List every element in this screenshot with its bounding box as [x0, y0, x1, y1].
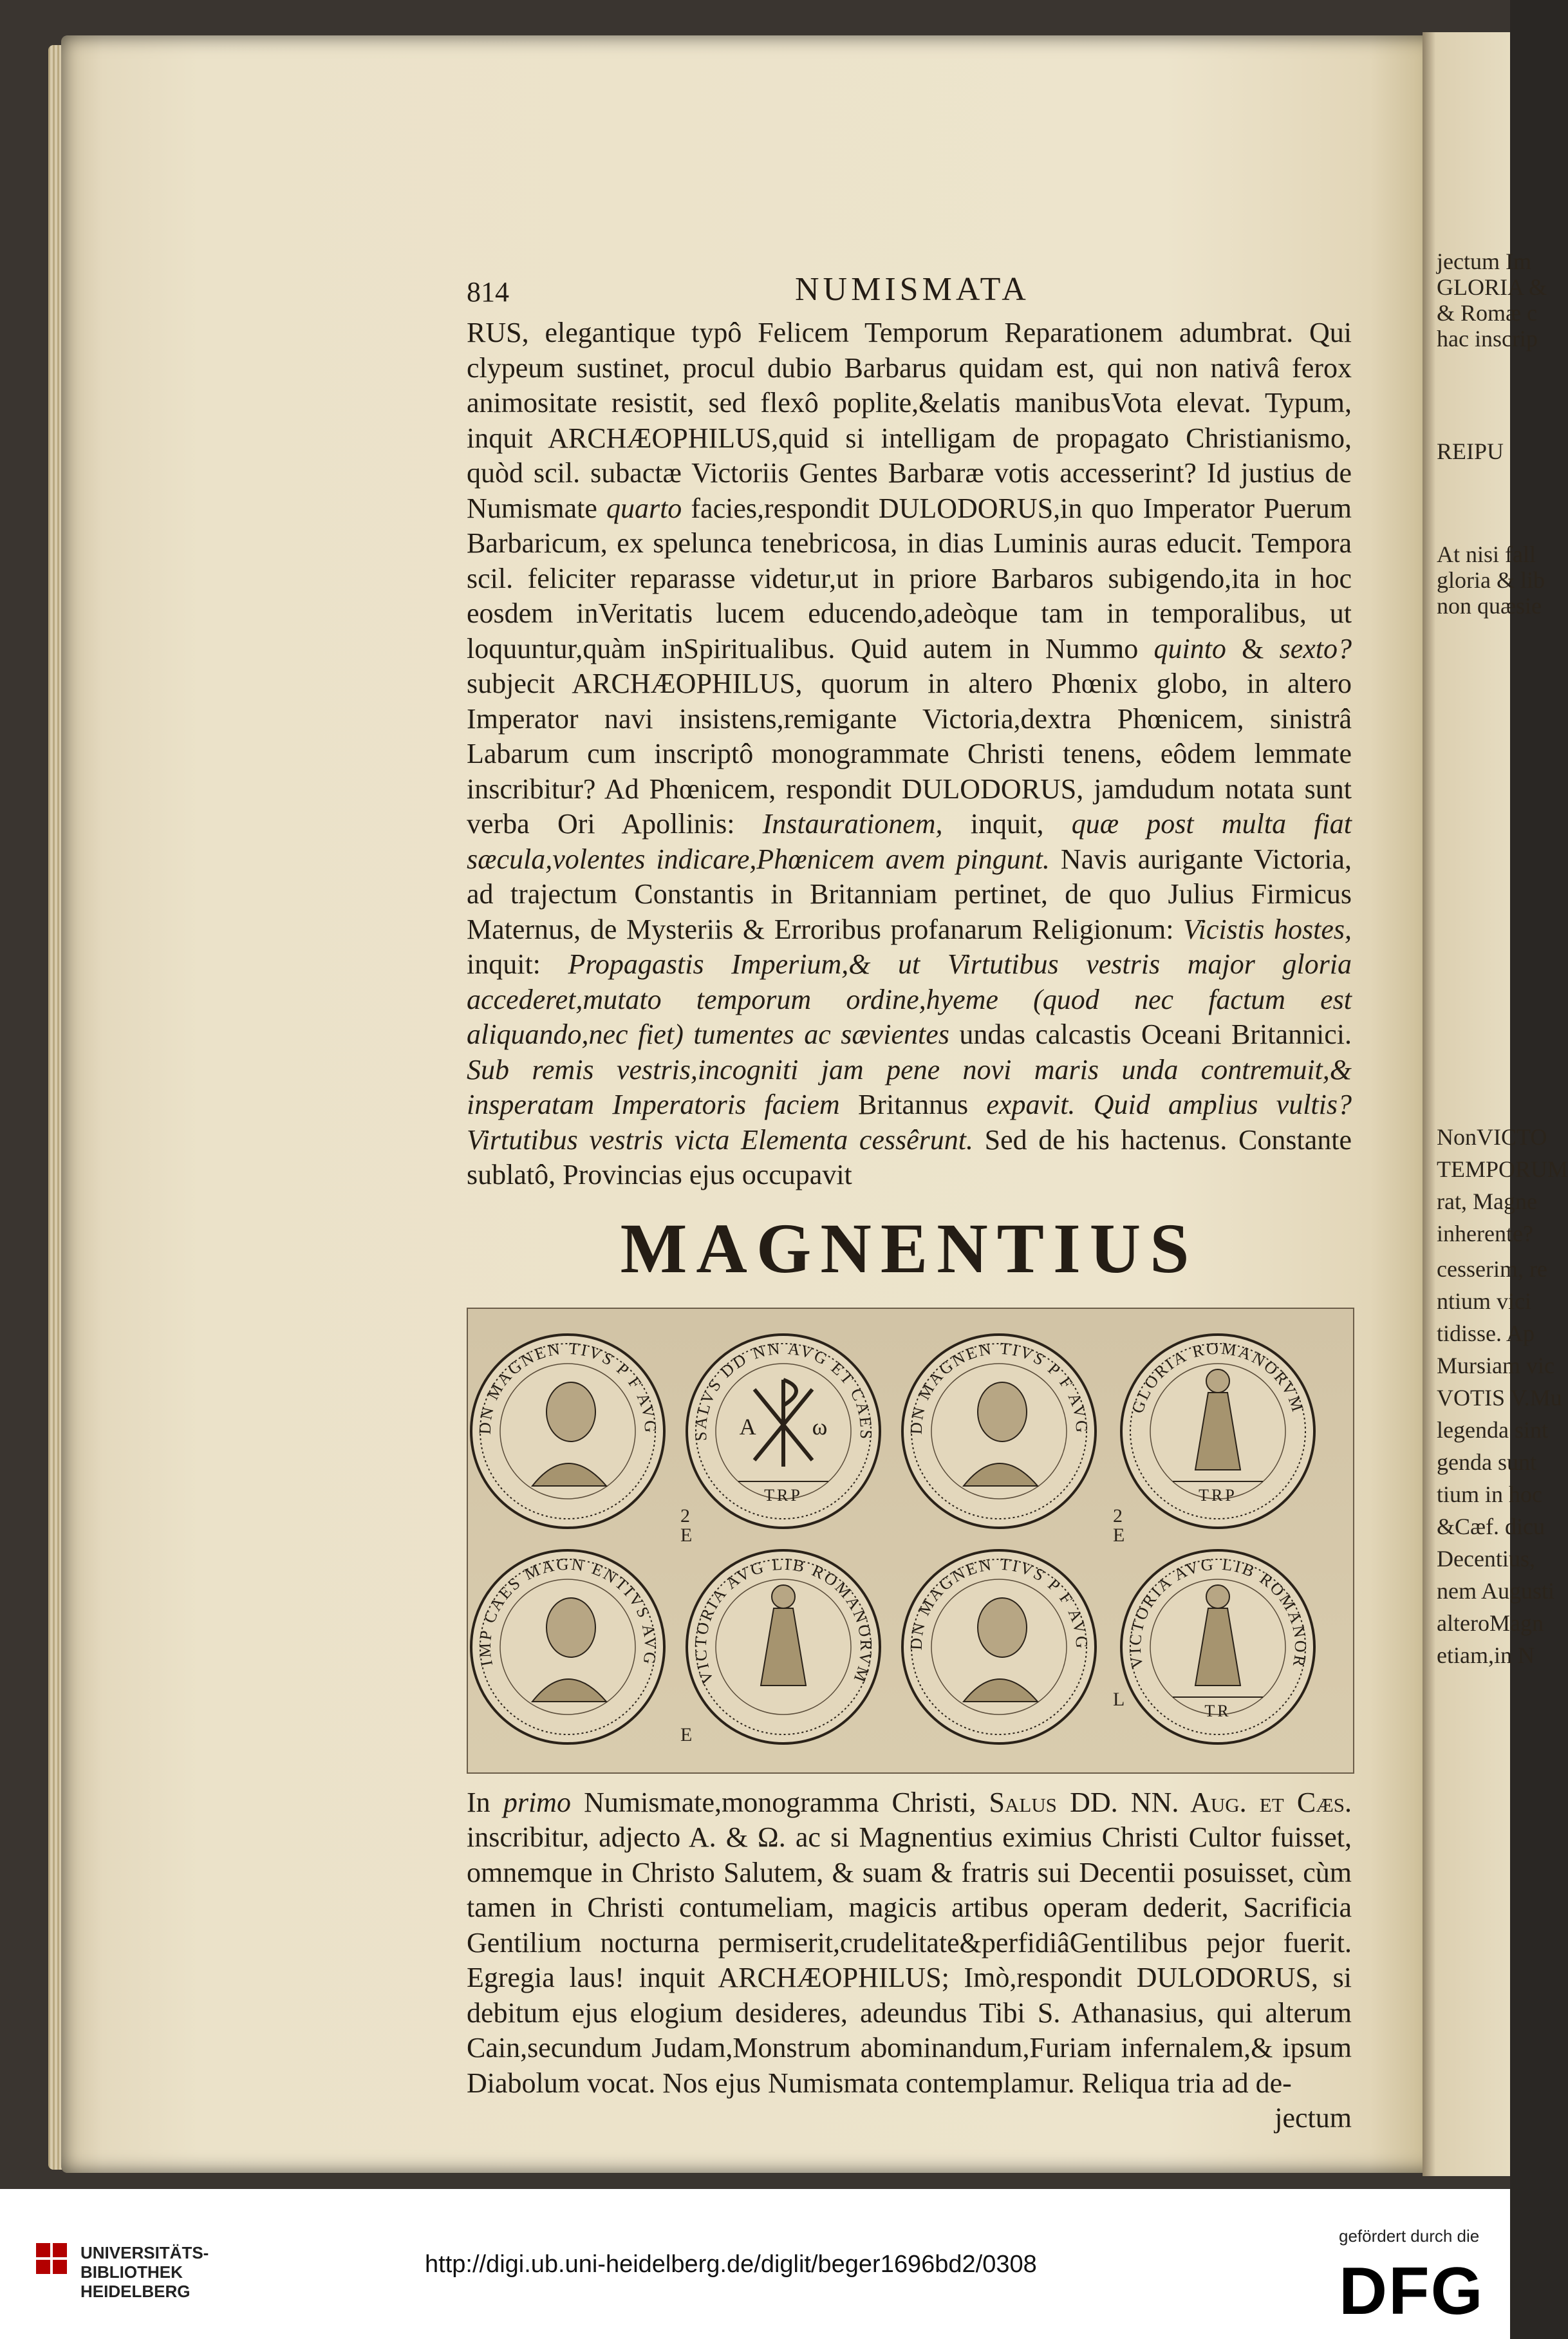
text-run: Britannus — [839, 1089, 987, 1120]
coin-legend: GLORIA ROMANORVM — [1128, 1339, 1308, 1416]
text-run: primo — [503, 1786, 571, 1818]
coin-8 — [1121, 1550, 1314, 1743]
plate-mark: E — [680, 1724, 693, 1745]
coin-5 — [471, 1550, 664, 1743]
coin-2 — [687, 1335, 880, 1528]
text-run: inquit: — [467, 948, 568, 980]
next-page-line: jectum Im — [1437, 249, 1531, 274]
next-page-line: tium in hoc — [1437, 1481, 1542, 1507]
next-page-line: VOTIS V.Mu — [1437, 1385, 1562, 1411]
coin-legend: VICTORIA AVG LIB ROMANOR — [1125, 1554, 1311, 1670]
catchword: jectum — [1274, 2102, 1352, 2134]
coin-legend: DN MAGNEN TIVS P F AVG — [906, 1554, 1092, 1651]
text-run: inscribitur, adjecto A. & Ω. ac si Magnentius eximius Christi Cultor fuisset, omnemque in Christo Salutem, & suam & fratris sui Decentii posuisset, cùm tamen in Christi contumeliam, magicis artibus operam dederit, Sacrificia Gentilium nocturna permiserit,crudelitate&perfidiâGentilibus pejor fuerit. Egregia laus! inquit ARCHÆOPHILUS; Imò,respondit DULODORUS, si debitum ejus elogium desideres, adeundus Tibi S. Athanasius, qui alterum Cain,secundum Judam,Monstrum abominandum,Furiam infernalem,& ipsum Diabolum vocat. Nos ejus Numismata contemplamur. Reliqua tria ad de- — [467, 1821, 1352, 2099]
sponsor-label: gefördert durch die — [1339, 2226, 1480, 2246]
next-page-line: nem Augusti — [1437, 1578, 1555, 1604]
next-page-line: cesserim, re — [1437, 1256, 1547, 1282]
next-page-line: Decentius, — [1437, 1546, 1535, 1572]
dfg-logo: DFG — [1339, 2254, 1484, 2329]
next-page-line: NonVICTO — [1437, 1124, 1547, 1150]
next-page-line: legenda sint — [1437, 1417, 1548, 1443]
university-seal-icon — [33, 2240, 72, 2282]
text-run: sexto? — [1279, 632, 1352, 664]
plate-mark: L — [1113, 1688, 1125, 1710]
text-run: subjecit ARCHÆOPHILUS, quorum in altero Phœnix globo, in altero Imperator navi insistens,remigante Victoria,dextra Phœnicem, sinistrâ Labarum cum inscriptô monogrammate Christi tenens, eôdem lemmate inscribitur? Ad Phœnicem, respondit DULODORUS, jamdudum notata sunt verba Ori Apollinis: — [467, 668, 1352, 840]
page-number: 814 — [467, 276, 509, 308]
coin-symbols: A ω — [739, 1413, 828, 1440]
text-run: quinto — [1153, 632, 1226, 664]
coin-exergue: TR — [1204, 1701, 1231, 1720]
next-page-line: alteroMagn — [1437, 1610, 1544, 1636]
text-run: quæ post multa fiat sæcula,volentes indicare,Phœnicem avem pingunt. — [467, 808, 1352, 875]
next-page-line: rat, Magne — [1437, 1188, 1537, 1214]
text-run: & — [1226, 632, 1280, 664]
next-page-line: genda sunt — [1437, 1449, 1536, 1475]
coin-legend: DN MAGNEN TIVS P F AVG — [906, 1339, 1092, 1435]
next-page-line: hac inscrip — [1437, 326, 1538, 352]
institution-name: UNIVERSITÄTS- BIBLIOTHEK HEIDELBERG — [80, 2243, 209, 2301]
coin-exergue: TRP — [1199, 1485, 1237, 1505]
text-block — [467, 270, 1352, 2136]
coin-exergue: TRP — [764, 1485, 803, 1505]
text-run: inquit, — [942, 808, 1072, 840]
text-run: Navis aurigante Victoria, ad trajectum Constantis in Britanniam pertinet, de quo Julius Firmicus Maternus, de Mysteriis & Erroribus profanarum Religionum: — [467, 843, 1352, 945]
running-head — [467, 270, 1352, 315]
section-title: MAGNENTIUS — [620, 1208, 1199, 1288]
coin-6 — [687, 1550, 880, 1743]
text-run: undas calcastis Oceani Britannici. — [949, 1019, 1352, 1050]
text-run: Propagastis Imperium,& ut Virtutibus vestris major gloria accederet,mutato temporum ordine,hyeme (quod nec factum est aliquando,nec fiet) tumentes ac sævientes — [467, 948, 1352, 1050]
text-run: Numismate,monogramma Christi, — [570, 1786, 989, 1818]
next-page-fragment — [1423, 32, 1568, 2176]
body-paragraph-2 — [467, 1785, 1352, 2101]
text-run: Vicistis hostes, — [1183, 913, 1352, 945]
next-page-line: &Cæf. dicu — [1437, 1514, 1545, 1539]
viewer-footer — [0, 2189, 1510, 2339]
text-run: Salus DD. NN. Aug. et Cæs. — [989, 1786, 1352, 1818]
text-run: RUS, elegantique typô Felicem Temporum Reparationem adumbrat. Qui clypeum sustinet, procul dubio Barbarus quidam est, qui non nativâ ferox animositate resistit, sed flexô poplite,&elatis manibusVota elevat. Typum, inquit ARCHÆOPHILUS,quid si intelligam de propagato Christianismo, quòd scil. subactæ Victoriis Gentes Barbaræ votis accesserint? Id justius de Numismate — [467, 317, 1352, 524]
coin-legend: DN MAGNEN TIVS P F AVG — [475, 1339, 660, 1435]
text-run: In — [467, 1786, 503, 1818]
next-page-line: etiam,in N — [1437, 1642, 1535, 1668]
plate-mark: E — [1113, 1524, 1125, 1546]
next-page-line: ntium vici — [1437, 1288, 1531, 1314]
coin-4 — [1121, 1335, 1314, 1528]
next-page-line: inherente? — [1437, 1221, 1533, 1246]
text-run: Instaurationem, — [762, 808, 943, 840]
running-title: NUMISMATA — [795, 271, 1030, 308]
next-page-line: tidisse. Ap — [1437, 1320, 1535, 1346]
text-run: expavit. Quid amplius vultis? Virtutibus vestris victa Elementa cessêrunt. — [467, 1089, 1352, 1156]
coin-legend: VICTORIA AVG LIB ROMANORVM — [691, 1554, 876, 1686]
text-run: quarto — [606, 492, 682, 524]
next-page-line: non quæsie — [1437, 593, 1542, 619]
coin-legend: IMP CAES MAGN ENTIVS AVG — [475, 1554, 660, 1668]
coin-plate — [467, 1308, 1354, 1774]
coin-3 — [902, 1335, 1096, 1528]
plate-mark: 2 — [1113, 1505, 1123, 1526]
plate-mark: E — [680, 1524, 693, 1546]
coin-1 — [471, 1335, 664, 1528]
next-page-line: & Romæ c — [1437, 300, 1538, 326]
coin-legend: SALVS DD NN AVG ET CAES — [691, 1339, 876, 1442]
next-page-line: TEMPORUM — [1437, 1156, 1568, 1182]
next-page-line: At nisi fall — [1437, 541, 1536, 567]
text-run: facies,respondit DULODORUS,in quo Imperator Puerum Barbaricum, ex spelunca tenebricosa, in dias Luminis auras educit. Tempora scil. feliciter reparasse videtur,ut in priore Barbaros subigendo,ita in hoc eosdem inVeritatis lucem educendo,adeòque tam in temporalibus, ut loquuntur,quàm inSpiritualibus. Quid autem in Nummo — [467, 492, 1352, 664]
plate-mark: 2 — [680, 1505, 690, 1526]
next-page-line: REIPU — [1437, 438, 1504, 464]
coin-7 — [902, 1550, 1096, 1743]
text-run: Sed de his hactenus. Constante sublatô, Provincias ejus occupavit — [467, 1123, 1352, 1190]
body-paragraph-1 — [467, 315, 1352, 1193]
permalink-url[interactable]: http://digi.ub.uni-heidelberg.de/diglit/beger1696bd2/0308 — [425, 2251, 1037, 2278]
next-page-line: Mursiam vic — [1437, 1353, 1554, 1378]
next-page-line: GLORIA & — [1437, 274, 1547, 300]
next-page-line: gloria & lib — [1437, 567, 1545, 593]
text-run: Sub remis vestris,incogniti jam pene novi maris unda contremuit,& insperatam Imperatoris faciem — [467, 1053, 1352, 1120]
